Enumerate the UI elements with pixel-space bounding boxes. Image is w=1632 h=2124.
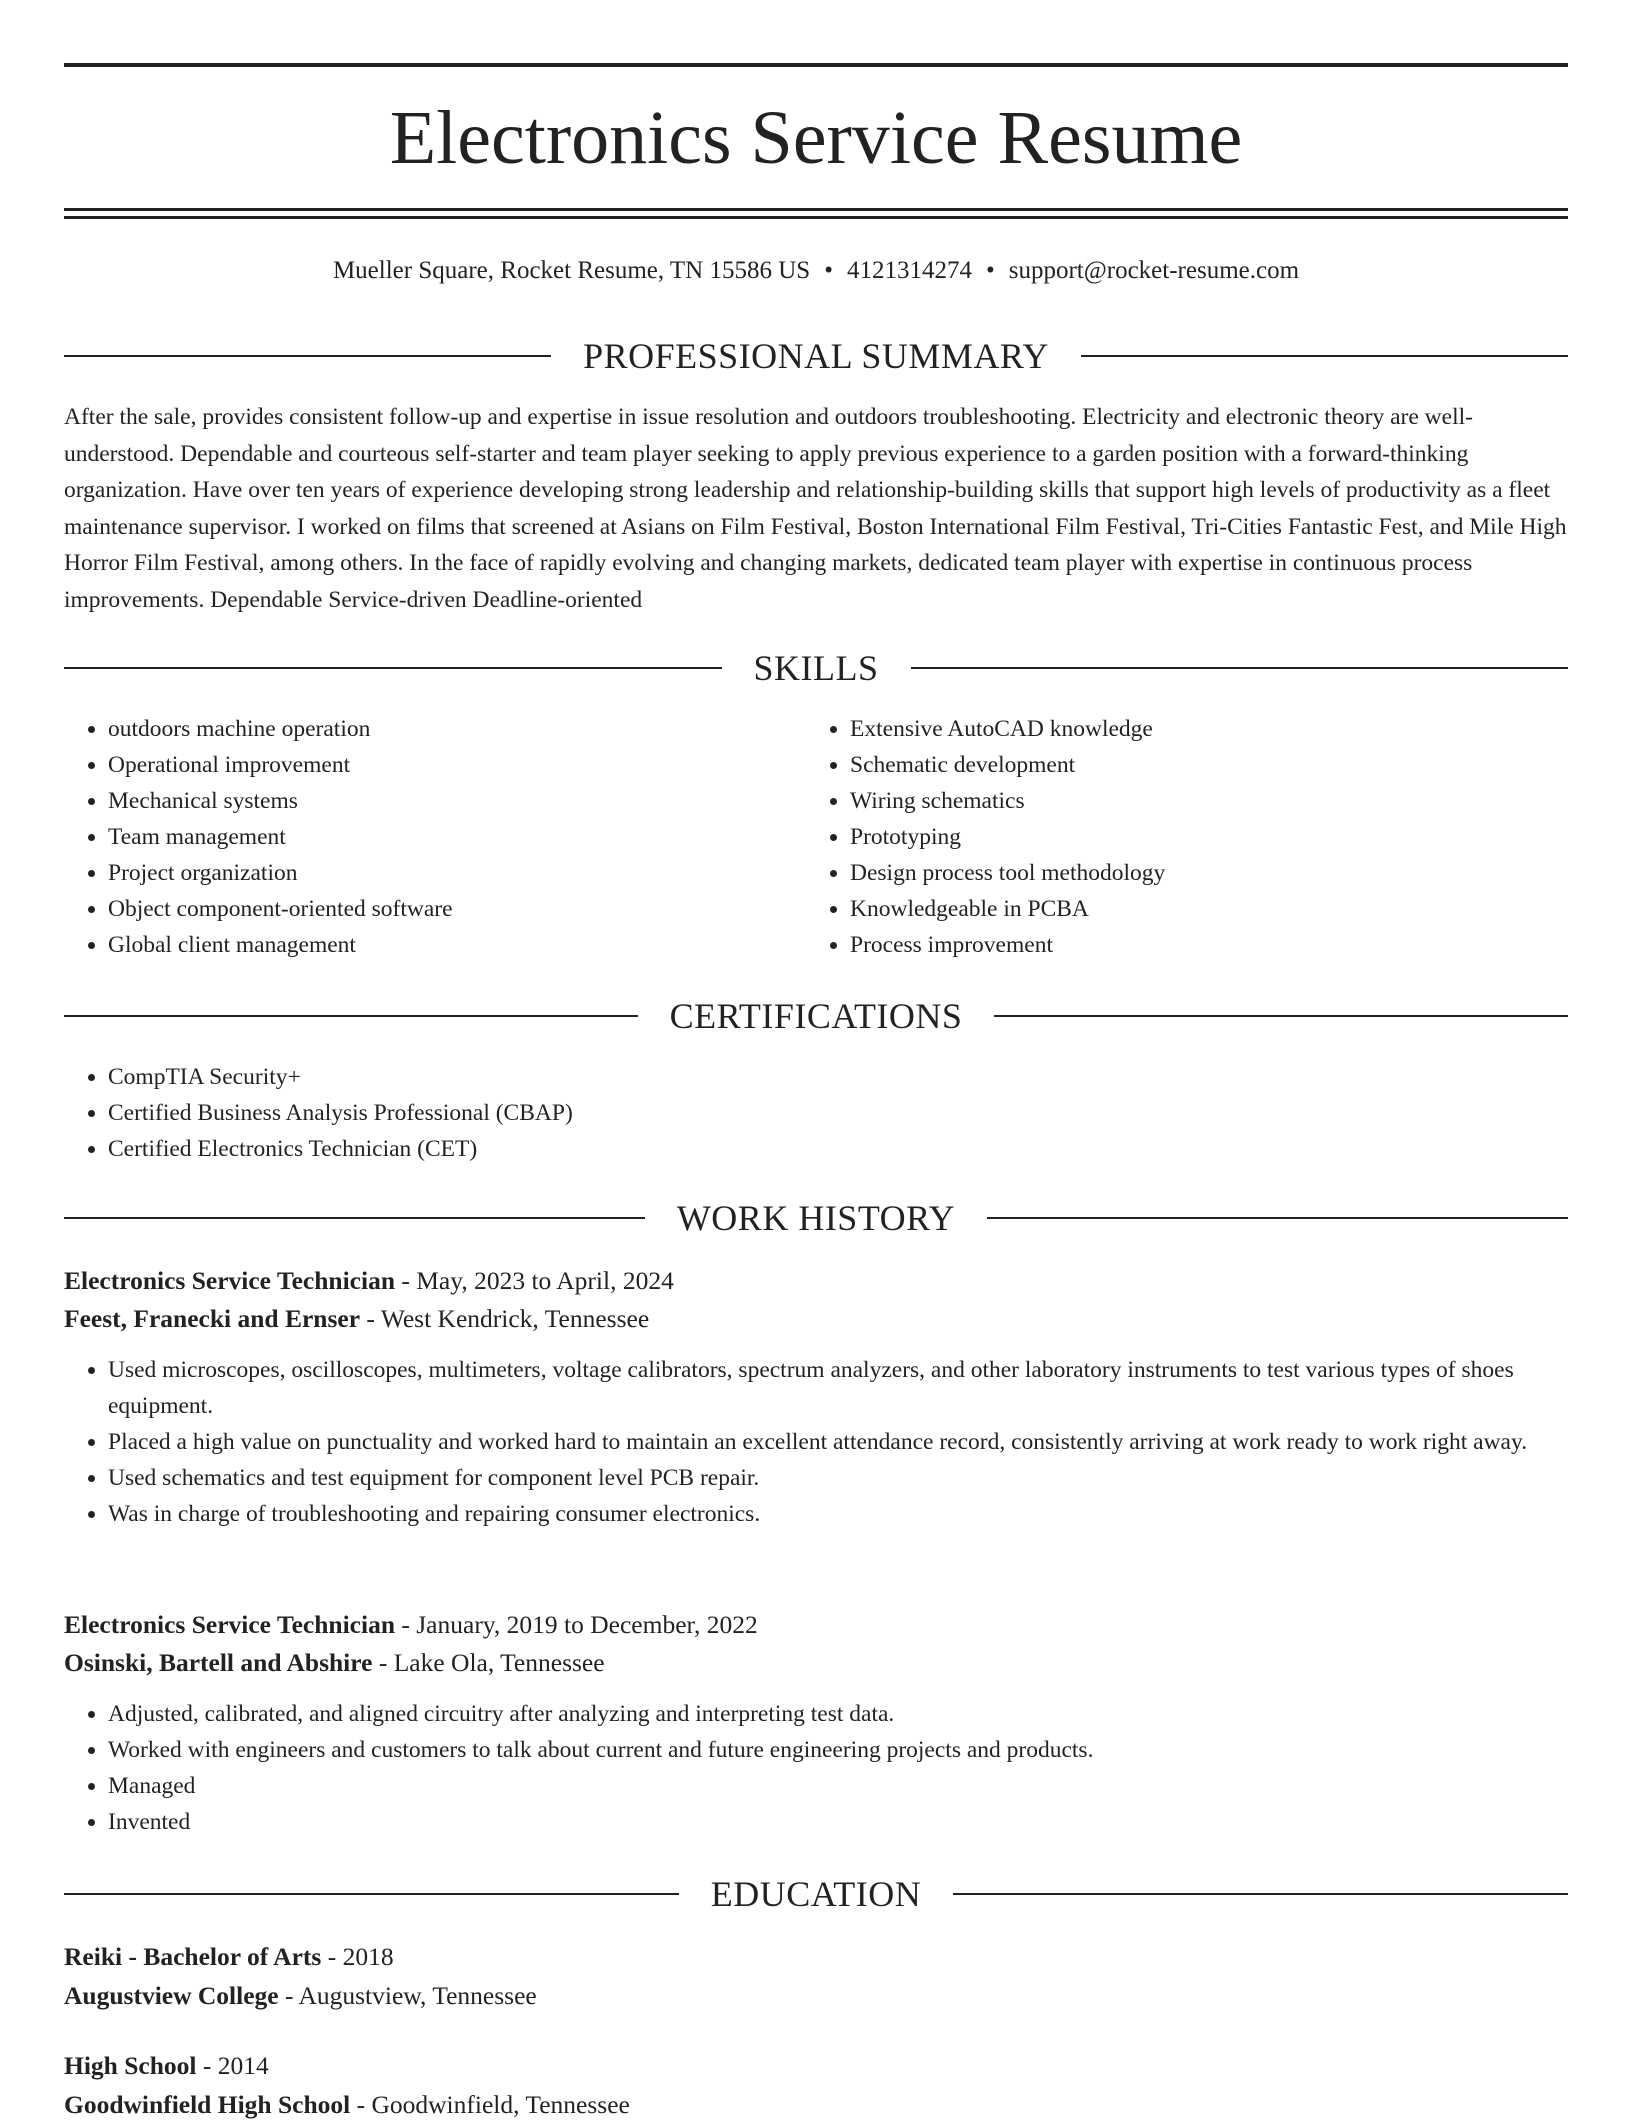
heading-rule-right (911, 667, 1569, 669)
certification-item: • CompTIA Security+ (108, 1059, 1568, 1095)
skill-item: • Object component-oriented software (108, 891, 764, 927)
job-bullet: • Used schematics and test equipment for component level PCB repair. (108, 1460, 1568, 1496)
contact-phone: 4121314274 (846, 257, 972, 284)
job-bullets (64, 1352, 1568, 1532)
skill-item: • Global client management (108, 927, 764, 963)
skill-item: • Extensive AutoCAD knowledge (850, 711, 1506, 747)
certifications-list (64, 1059, 1568, 1167)
summary-heading (64, 334, 1568, 378)
top-rule (64, 63, 1568, 67)
education-degree-line (64, 2046, 1568, 2085)
job-location: - Lake Ola, Tennessee (372, 1648, 605, 1677)
education-heading (64, 1872, 1568, 1916)
skills-list-right (806, 711, 1506, 963)
skill-item: • Design process tool methodology (850, 855, 1506, 891)
heading-rule-right (953, 1893, 1568, 1895)
skill-item: • Prototyping (850, 819, 1506, 855)
education-school-line (64, 1976, 1568, 2015)
job-company-line (64, 1644, 1568, 1682)
summary-heading-label: PROFESSIONAL SUMMARY (583, 336, 1049, 376)
certifications-heading-label: CERTIFICATIONS (669, 996, 963, 1036)
skill-item: • Knowledgeable in PCBA (850, 891, 1506, 927)
skill-item: • Wiring schematics (850, 783, 1506, 819)
title-rule-lower (64, 216, 1568, 219)
certification-item: • Certified Business Analysis Professional (CBAP) (108, 1095, 1568, 1131)
job-title-line (64, 1262, 1568, 1300)
education-degree-line (64, 1937, 1568, 1976)
job-dates: - May, 2023 to April, 2024 (395, 1266, 674, 1295)
heading-rule-left (64, 355, 551, 357)
education-entry (64, 1937, 1568, 2015)
skills-heading-label: SKILLS (753, 648, 879, 688)
heading-rule-right (1081, 355, 1568, 357)
certifications-block (64, 1059, 1568, 1167)
skills-list-left (64, 711, 764, 963)
heading-rule-left (64, 1217, 645, 1219)
heading-rule-left (64, 667, 722, 669)
skill-item: • Process improvement (850, 927, 1506, 963)
skill-item: • Schematic development (850, 747, 1506, 783)
heading-rule-right (994, 1015, 1568, 1017)
education-school-line (64, 2085, 1568, 2124)
job-dates: - January, 2019 to December, 2022 (395, 1610, 758, 1639)
job-entry (64, 1262, 1568, 1532)
skill-item: • outdoors machine operation (108, 711, 764, 747)
summary-text: After the sale, provides consistent follow-up and expertise in issue resolution and outdoors troubleshooting. Electricity and electronic theory are well-understood. Dependable and courteous self-starter and team player seeking to apply previous experience to a garden position with a forward-thinking organization. Have over ten years of experience developing strong leadership and relationship-building skills that support high levels of productivity as a fleet maintenance supervisor. I worked on films that screened at Asians on Film Festival, Boston International Film Festival, Tri-Cities Fantastic Fest, and Mile High Horror Film Festival, among others. In the face of rapidly evolving and changing markets, dedicated team player with expertise in continuous process improvements. Dependable Service-driven Deadline-oriented (64, 404, 1567, 613)
contact-line (64, 253, 1568, 289)
job-company: Feest, Franecki and Ernser (64, 1304, 361, 1333)
title-rule-upper (64, 208, 1568, 211)
job-company: Osinski, Bartell and Abshire (64, 1648, 373, 1677)
heading-rule-left (64, 1015, 638, 1017)
job-bullets (64, 1696, 1568, 1840)
contact-email: support@rocket-resume.com (1008, 257, 1300, 284)
certification-item: • Certified Electronics Technician (CET) (108, 1131, 1568, 1167)
job-company-line (64, 1300, 1568, 1338)
job-entry (64, 1606, 1568, 1840)
skills-column-right (806, 711, 1506, 963)
skills-heading (64, 646, 1568, 690)
education-school: Goodwinfield High School (64, 2090, 351, 2119)
skills-column-left (64, 711, 764, 963)
skill-item: • Team management (108, 819, 764, 855)
work-history-heading (64, 1196, 1568, 1240)
job-title: Electronics Service Technician (64, 1610, 396, 1639)
work-history-heading-label: WORK HISTORY (676, 1198, 956, 1238)
job-bullet: • Placed a high value on punctuality and worked hard to maintain an excellent attendance record, consistently arriving at work ready to work right away. (108, 1424, 1568, 1460)
job-bullet: • Was in charge of troubleshooting and repairing consumer electronics. (108, 1496, 1568, 1532)
skill-item: • Mechanical systems (108, 783, 764, 819)
job-bullet: • Used microscopes, oscilloscopes, multimeters, voltage calibrators, spectrum analyzers, and other laboratory instruments to test various types of shoes equipment. (108, 1352, 1568, 1424)
education-entry (64, 2046, 1568, 2124)
education-year: - 2018 (321, 1942, 394, 1971)
contact-separator: • (824, 257, 833, 284)
job-title-line (64, 1606, 1568, 1644)
contact-address: Mueller Square, Rocket Resume, TN 15586 US (332, 257, 811, 284)
job-bullet: • Managed (108, 1768, 1568, 1804)
job-title: Electronics Service Technician (64, 1266, 396, 1295)
education-year: - 2014 (196, 2051, 269, 2080)
skill-item: • Operational improvement (108, 747, 764, 783)
education-degree: Reiki - Bachelor of Arts (64, 1942, 322, 1971)
job-bullet: • Worked with engineers and customers to talk about current and future engineering projects and products. (108, 1732, 1568, 1768)
job-bullet: • Invented (108, 1804, 1568, 1840)
certifications-heading (64, 994, 1568, 1038)
education-school: Augustview College (64, 1981, 279, 2010)
job-location: - West Kendrick, Tennessee (360, 1304, 650, 1333)
skill-item: • Project organization (108, 855, 764, 891)
education-location: - Goodwinfield, Tennessee (350, 2090, 630, 2119)
heading-rule-right (987, 1217, 1568, 1219)
contact-separator: • (985, 257, 995, 284)
education-degree: High School (64, 2051, 197, 2080)
resume-title: Electronics Service Resume (389, 96, 1243, 180)
heading-rule-left (64, 1893, 679, 1895)
education-heading-label: EDUCATION (710, 1874, 922, 1914)
education-location: - Augustview, Tennessee (278, 1981, 537, 2010)
job-bullet: • Adjusted, calibrated, and aligned circuitry after analyzing and interpreting test data. (108, 1696, 1568, 1732)
